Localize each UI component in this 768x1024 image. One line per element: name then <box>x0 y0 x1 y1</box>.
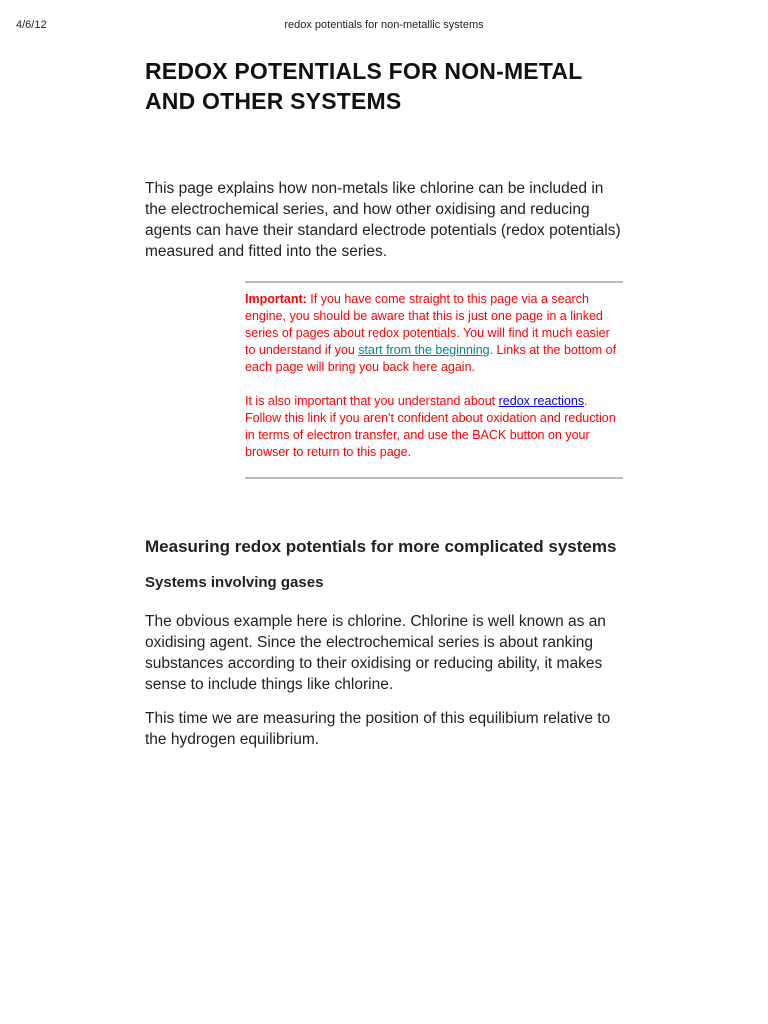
subsection-heading: Systems involving gases <box>145 574 324 591</box>
important-notice-box <box>245 281 623 479</box>
notice-text-1a: If you have come straight to this page via a search engine, you should be aware that this is just one page in a linked series of pages about redox potentials. You will find it much easier to understand if you <box>245 292 610 357</box>
intro-paragraph: This page explains how non-metals like chlorine can be included in the electrochemical series, and how other oxidising and reducing agents can have their standard electrode potentials (redox potentials) measured and fitted into the series. <box>145 180 621 260</box>
notice-text-2a: It is also important that you understand about <box>245 394 499 408</box>
print-document-title: redox potentials for non-metallic systems <box>284 19 484 31</box>
notice-paragraph-1 <box>245 291 623 376</box>
redox-reactions-link[interactable]: redox reactions <box>498 394 585 408</box>
notice-text-2b: . Follow this link if you aren't confident about oxidation and reduction in terms of electron transfer, and use the BACK button on your browser to return to this page. <box>245 394 616 459</box>
body-paragraph-2: This time we are measuring the position of this equilibium relative to the hydrogen equilibrium. <box>145 710 611 748</box>
print-header <box>0 19 768 35</box>
start-from-beginning-link[interactable]: start from the beginning <box>358 343 490 357</box>
body-paragraph-1: The obvious example here is chlorine. Chlorine is well known as an oxidising agent. Since the electrochemical series is about ranking substances according to their oxidising or reducing ability, it makes sense to include things like chlorine. <box>145 613 606 693</box>
section-heading: Measuring redox potentials for more complicated systems <box>145 537 617 556</box>
notice-paragraph-2 <box>245 393 623 461</box>
page-title: REDOX POTENTIALS FOR NON-METAL AND OTHER SYSTEMS <box>145 58 583 114</box>
notice-text-1b: . Links at the bottom of each page will bring you back here again. <box>245 343 617 374</box>
page-content <box>145 56 625 750</box>
notice-important-label: Important: <box>245 292 307 306</box>
print-date: 4/6/12 <box>16 19 47 31</box>
